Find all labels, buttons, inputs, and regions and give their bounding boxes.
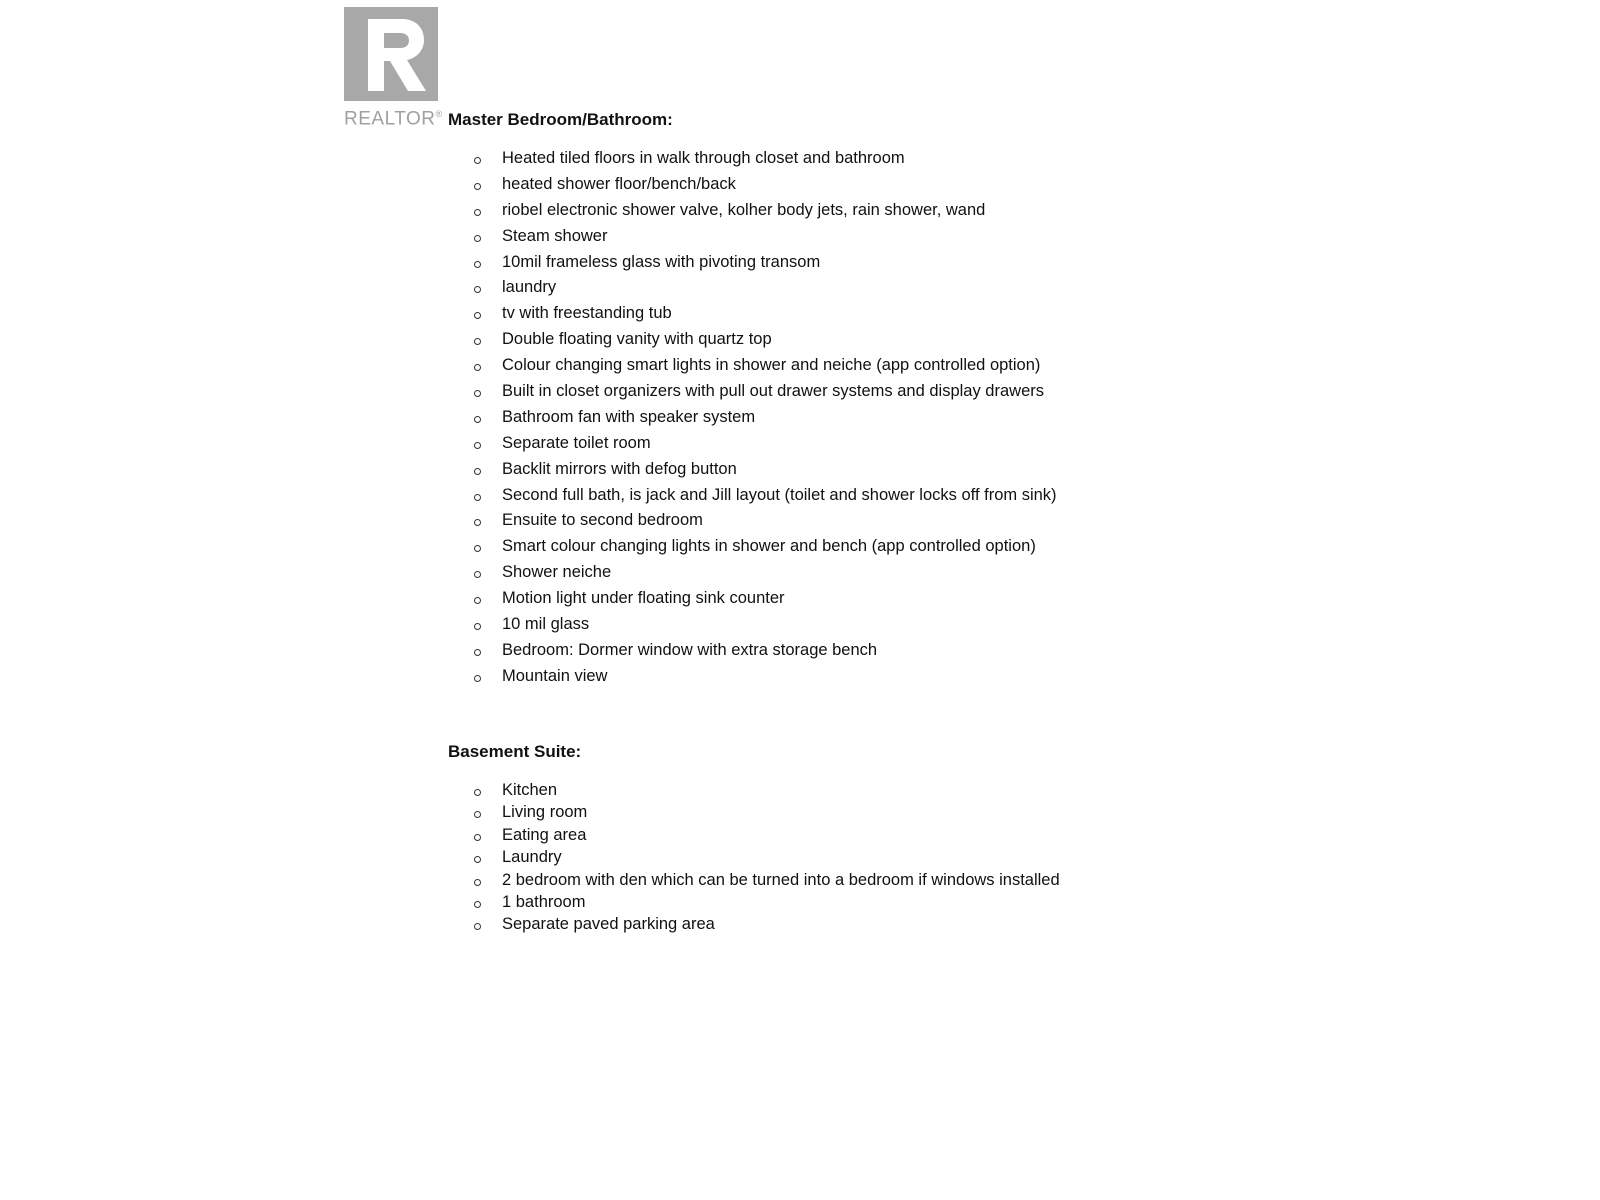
list-item-text: Shower neiche bbox=[502, 563, 612, 582]
list-item bbox=[474, 892, 1060, 914]
list-item bbox=[474, 251, 1057, 277]
basement-suite-feature-list bbox=[474, 780, 1060, 937]
bullet-circle-icon bbox=[474, 312, 481, 319]
list-item bbox=[474, 509, 1057, 535]
list-item-text: Motion light under floating sink counter bbox=[502, 589, 785, 608]
list-item-text: Mountain view bbox=[502, 666, 608, 685]
list-item-text: 2 bedroom with den which can be turned into a bedroom if windows installed bbox=[502, 870, 1060, 889]
list-item-text: riobel electronic shower valve, kolher body jets, rain shower, wand bbox=[502, 200, 986, 219]
list-item-text: Separate toilet room bbox=[502, 433, 651, 452]
bullet-circle-icon bbox=[474, 442, 481, 449]
list-item-text: Heated tiled floors in walk through closet and bathroom bbox=[502, 149, 905, 167]
list-item-text: Separate paved parking area bbox=[502, 915, 715, 934]
list-item bbox=[474, 276, 1057, 302]
list-item bbox=[474, 587, 1057, 613]
bullet-circle-icon bbox=[474, 183, 481, 190]
master-bedroom-feature-list bbox=[474, 147, 1057, 691]
basement-suite-heading: Basement Suite: bbox=[448, 742, 582, 761]
realtor-r-icon bbox=[344, 7, 438, 101]
list-item bbox=[474, 639, 1057, 665]
list-item bbox=[474, 302, 1057, 328]
bullet-circle-icon bbox=[474, 923, 481, 930]
list-item bbox=[474, 328, 1057, 354]
bullet-circle-icon bbox=[474, 649, 481, 656]
list-item-text: Kitchen bbox=[502, 781, 558, 799]
list-item-text: Ensuite to second bedroom bbox=[502, 511, 703, 530]
bullet-circle-icon bbox=[474, 623, 481, 630]
list-item-text: 1 bathroom bbox=[502, 892, 586, 911]
bullet-circle-icon bbox=[474, 834, 481, 841]
list-item bbox=[474, 147, 1057, 173]
list-item-text: Built in closet organizers with pull out drawer systems and display drawers bbox=[502, 382, 1044, 401]
bullet-circle-icon bbox=[474, 157, 481, 164]
bullet-circle-icon bbox=[474, 209, 481, 216]
list-item bbox=[474, 225, 1057, 251]
master-bedroom-heading: Master Bedroom/Bathroom: bbox=[448, 110, 673, 129]
bullet-circle-icon bbox=[474, 597, 481, 604]
list-item bbox=[474, 780, 1060, 802]
bullet-circle-icon bbox=[474, 416, 481, 423]
list-item-text: heated shower floor/bench/back bbox=[502, 174, 736, 193]
bullet-circle-icon bbox=[474, 494, 481, 501]
list-item bbox=[474, 665, 1057, 691]
list-item bbox=[474, 484, 1057, 510]
list-item bbox=[474, 380, 1057, 406]
list-item-text: Backlit mirrors with defog button bbox=[502, 459, 737, 478]
bullet-circle-icon bbox=[474, 364, 481, 371]
bullet-circle-icon bbox=[474, 468, 481, 475]
list-item bbox=[474, 535, 1057, 561]
bullet-circle-icon bbox=[474, 519, 481, 526]
list-item bbox=[474, 354, 1057, 380]
bullet-circle-icon bbox=[474, 571, 481, 578]
list-item-text: laundry bbox=[502, 278, 557, 297]
bullet-circle-icon bbox=[474, 789, 481, 796]
list-item-text: tv with freestanding tub bbox=[502, 304, 672, 323]
list-item-text: Second full bath, is jack and Jill layout (toilet and shower locks off from sink) bbox=[502, 485, 1057, 504]
list-item-text: Double floating vanity with quartz top bbox=[502, 330, 772, 349]
bullet-circle-icon bbox=[474, 856, 481, 863]
list-item-text: Eating area bbox=[502, 825, 587, 844]
list-item bbox=[474, 458, 1057, 484]
bullet-circle-icon bbox=[474, 235, 481, 242]
list-item-text: Bathroom fan with speaker system bbox=[502, 407, 756, 426]
list-item bbox=[474, 406, 1057, 432]
bullet-circle-icon bbox=[474, 545, 481, 552]
list-item bbox=[474, 825, 1060, 847]
bullet-circle-icon bbox=[474, 901, 481, 908]
list-item bbox=[474, 847, 1060, 869]
list-item-text: Laundry bbox=[502, 848, 562, 867]
list-item-text: Living room bbox=[502, 803, 588, 822]
list-item-text: 10 mil glass bbox=[502, 615, 590, 634]
list-item-text: Steam shower bbox=[502, 226, 608, 245]
list-item bbox=[474, 802, 1060, 824]
realtor-logo bbox=[344, 7, 448, 130]
list-item bbox=[474, 173, 1057, 199]
bullet-circle-icon bbox=[474, 286, 481, 293]
list-item-text: Smart colour changing lights in shower and bench (app controlled option) bbox=[502, 537, 1036, 556]
list-item-text: Bedroom: Dormer window with extra storage bench bbox=[502, 640, 878, 659]
bullet-circle-icon bbox=[474, 675, 481, 682]
list-item-text: Colour changing smart lights in shower and neiche (app controlled option) bbox=[502, 356, 1041, 375]
bullet-circle-icon bbox=[474, 338, 481, 345]
list-item bbox=[474, 914, 1060, 936]
list-item bbox=[474, 199, 1057, 225]
list-item bbox=[474, 870, 1060, 892]
realtor-wordmark: REALTOR® bbox=[344, 108, 443, 130]
list-item bbox=[474, 561, 1057, 587]
realtor-r-mark bbox=[344, 7, 438, 101]
list-item bbox=[474, 613, 1057, 639]
list-item bbox=[474, 432, 1057, 458]
bullet-circle-icon bbox=[474, 811, 481, 818]
bullet-circle-icon bbox=[474, 390, 481, 397]
list-item-text: 10mil frameless glass with pivoting transom bbox=[502, 252, 821, 271]
bullet-circle-icon bbox=[474, 879, 481, 886]
bullet-circle-icon bbox=[474, 261, 481, 268]
